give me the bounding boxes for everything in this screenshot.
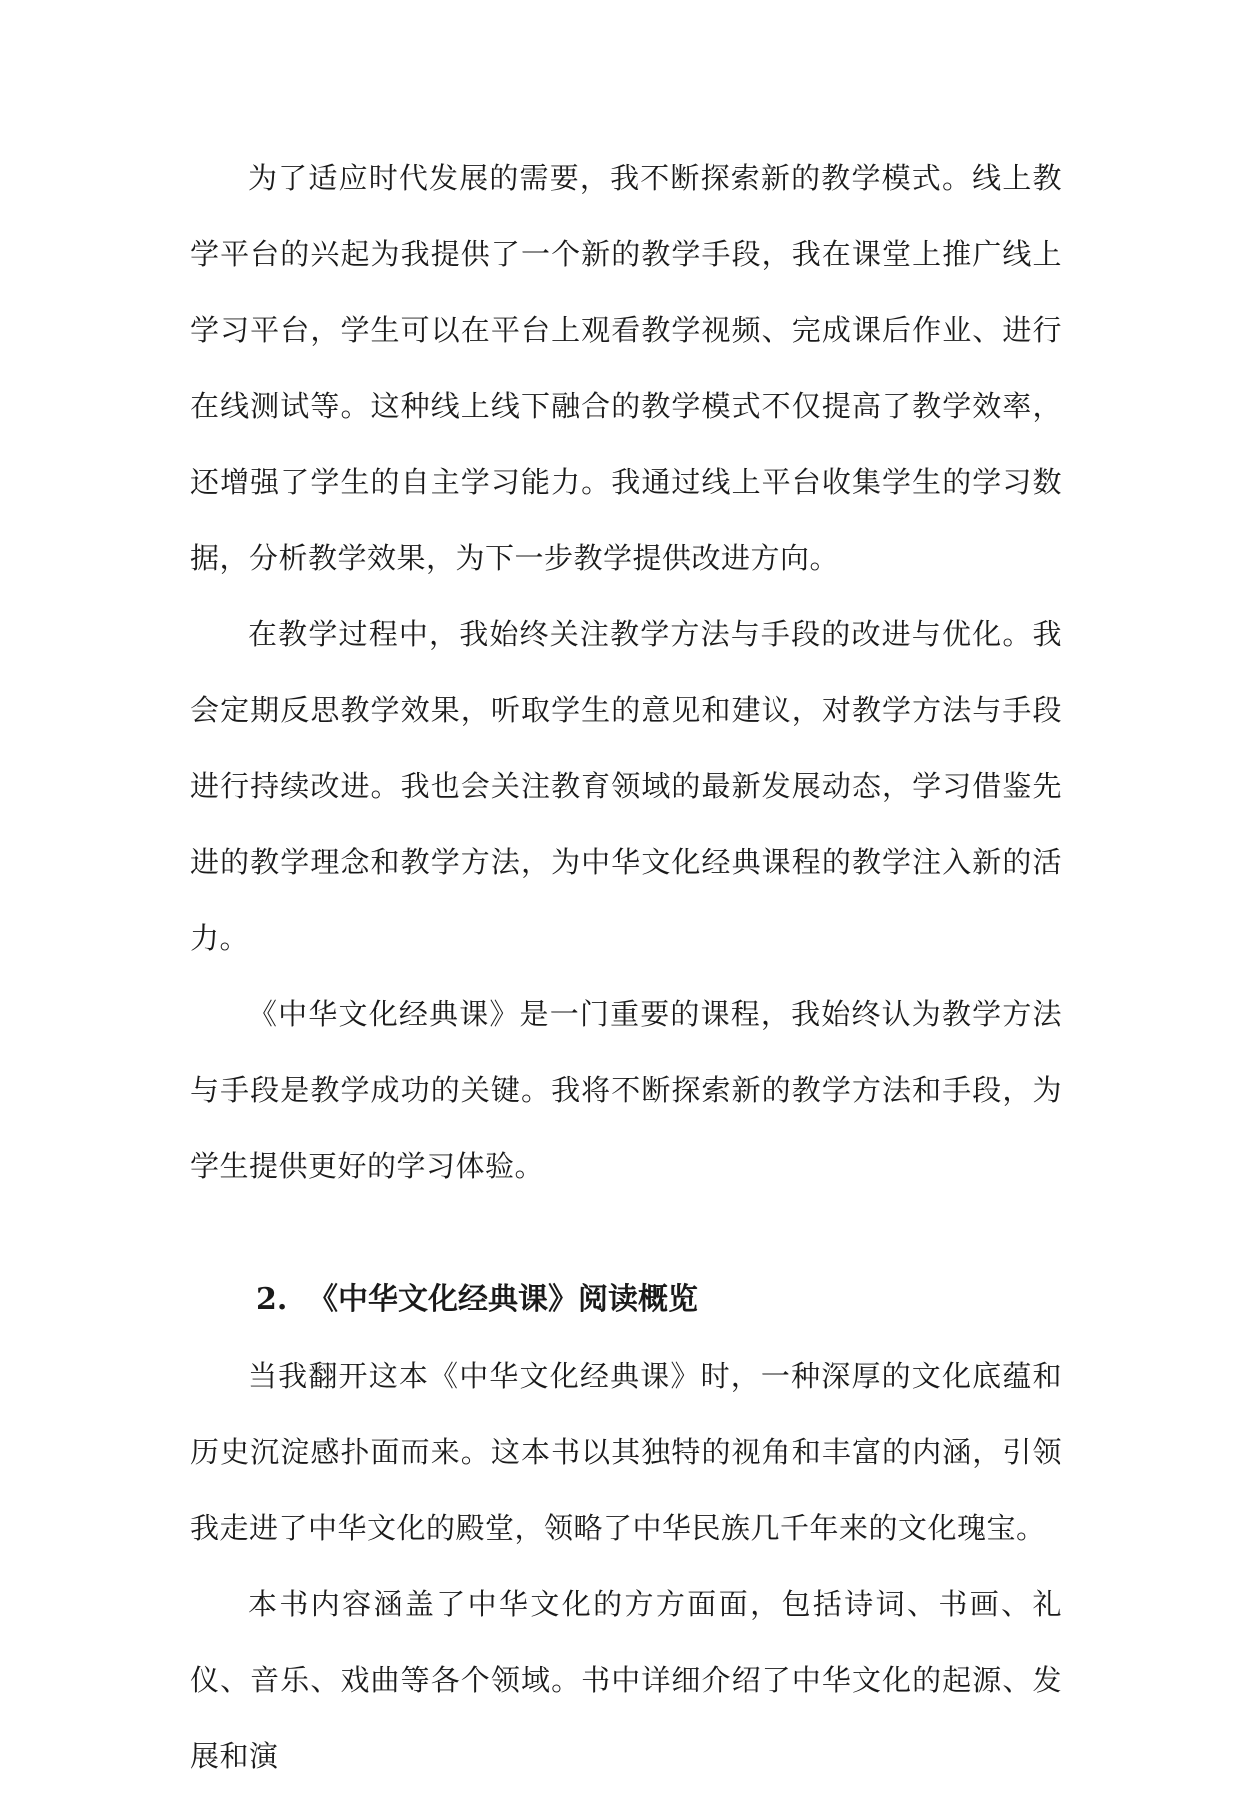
paragraph-content-scope: 本书内容涵盖了中华文化的方方面面，包括诗词、书画、礼仪、音乐、戏曲等各个领域。书中详细介绍了中华文化的起源、发展和演 [190, 1587, 1062, 1773]
document-body [190, 140, 1062, 1794]
section-number: 2. [256, 1282, 288, 1317]
section-title: 《中华文化经典课》阅读概览 [308, 1282, 698, 1317]
paragraph-reading-intro: 当我翻开这本《中华文化经典课》时，一种深厚的文化底蕴和历史沉淀感扑面而来。这本书以其独特的视角和丰富的内涵，引领我走进了中华文化的殿堂，领略了中华民族几千年来的文化瑰宝。 [190, 1359, 1062, 1545]
paragraph-course-summary: 《中华文化经典课》是一门重要的课程，我始终认为教学方法与手段是教学成功的关键。我将不断探索新的教学方法和手段，为学生提供更好的学习体验。 [190, 997, 1062, 1183]
section-heading [190, 1262, 1062, 1338]
paragraph-online-teaching: 为了适应时代发展的需要，我不断探索新的教学模式。线上教学平台的兴起为我提供了一个新的教学手段，我在课堂上推广线上学习平台，学生可以在平台上观看教学视频、完成课后作业、进行在线测试等。这种线上线下融合的教学模式不仅提高了教学效率，还增强了学生的自主学习能力。我通过线上平台收集学生的学习数据，分析教学效果，为下一步教学提供改进方向。 [190, 161, 1062, 575]
paragraph-method-improvement: 在教学过程中，我始终关注教学方法与手段的改进与优化。我会定期反思教学效果，听取学生的意见和建议，对教学方法与手段进行持续改进。我也会关注教育领域的最新发展动态，学习借鉴先进的教学理念和教学方法，为中华文化经典课程的教学注入新的活力。 [190, 617, 1062, 955]
